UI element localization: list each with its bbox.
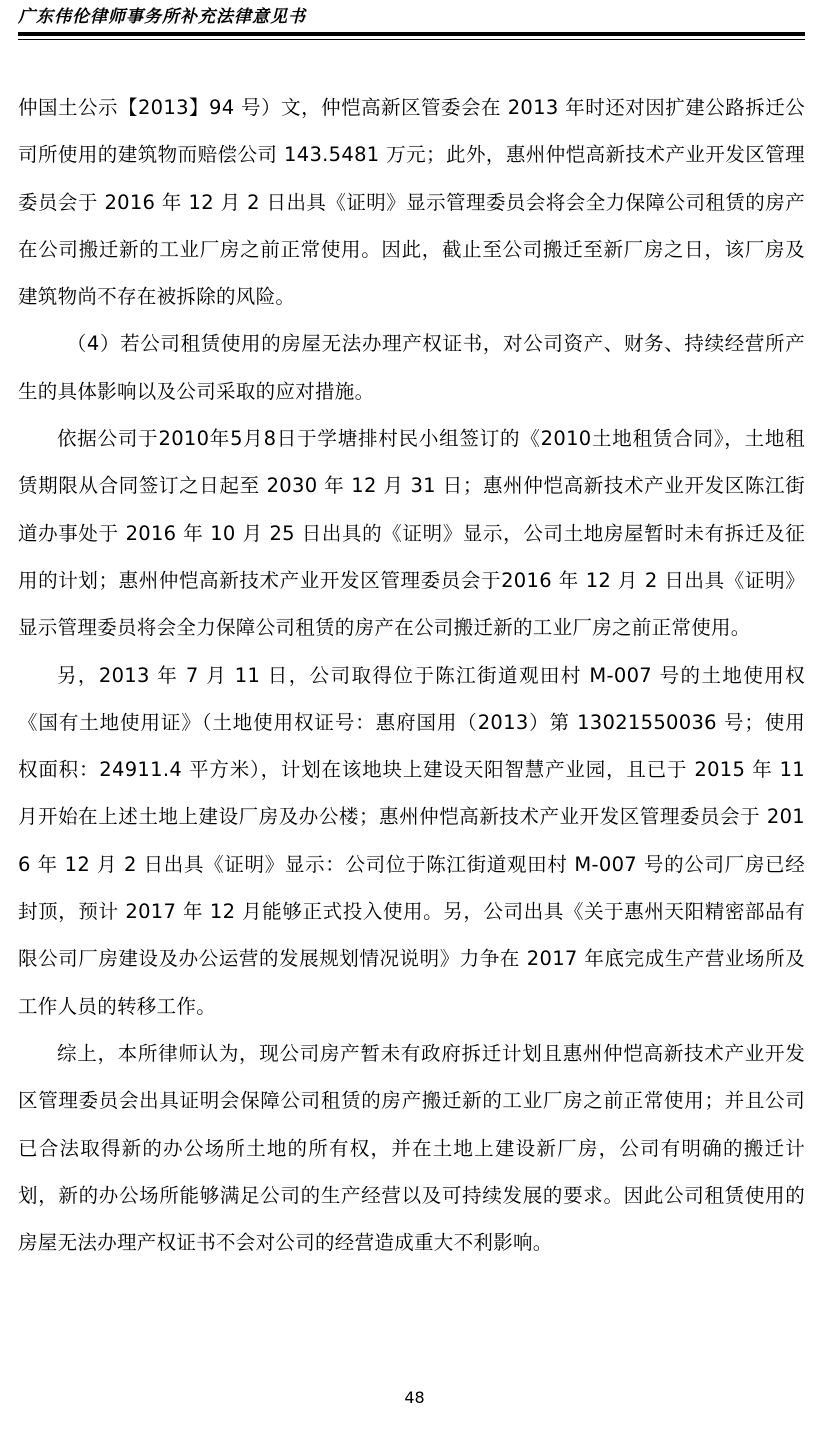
paragraph-conclusion: 综上，本所律师认为，现公司房产暂未有政府拆迁计划且惠州仲恺高新技术产业开发区管理委员会出具证明会保障公司租赁的房产搬迁新的工业厂房之前正常使用；并且公司已合法取得新的办公场所土地的所有权，并在土地上建设新厂房，公司有明确的搬迁计划，新的办公场所能够满足公司的生产经营以及可持续发展的要求。因此公司租赁使用的房屋无法办理产权证书不会对公司的经营造成重大不利影响。 [18, 1041, 805, 1255]
header-rule-thin [18, 39, 805, 40]
document-header-title: 广东伟伦律师事务所补充法律意见书 [18, 7, 306, 27]
document-body [18, 84, 805, 1266]
paragraph-lease-basis: 依据公司于2010年5月8日于学塘排村民小组签订的《2010土地租赁合同》，土地租赁期限从合同签订之日起至 2030 年 12 月 31 日；惠州仲恺高新技术产业开发区陈江街道办事处于 2016 年 10 月 25 日出具的《证明》显示，公司土地房屋暂时未有拆迁及征用的计划；惠州仲恺高新技术产业开发区管理委员会于2016 年 12 月 2 日出具《证明》显示管理委员将会全力保障公司租赁的房产在公司搬迁新的工业厂房之前正常使用。 [18, 427, 805, 640]
page-number: 48 [404, 1388, 425, 1407]
paragraph-land-use-right: 另，2013 年 7 月 11 日，公司取得位于陈江街道观田村 M-007 号的土地使用权《国有土地使用证》（土地使用权证号：惠府国用（2013）第 13021550036 号；使用权面积：24911.4 平方米），计划在该地块上建设天阳智慧产业园，且已于 2015 年 11 月开始在上述土地上建设厂房及办公楼；惠州仲恺高新技术产业开发区管理委员会于 2016 年 12 月 2 日出具《证明》显示：公司位于陈江街道观田村 M-007 号的公司厂房已经封顶，预计 2017 年 12 月能够正式投入使用。另，公司出具《关于惠州天阳精密部品有限公司厂房建设及办公运营的发展规划情况说明》力争在 2017 年底完成生产营业场所及工作人员的转移工作。 [18, 663, 805, 1018]
paragraph-question-4: （4）若公司租赁使用的房屋无法办理产权证书，对公司资产、财务、持续经营所产生的具体影响以及公司采取的应对措施。 [18, 332, 805, 403]
header-rule-thick [18, 32, 805, 36]
paragraph-continuation: 仲国土公示【2013】94 号）文，仲恺高新区管委会在 2013 年时还对因扩建公路拆迁公司所使用的建筑物而赔偿公司 143.5481 万元；此外，惠州仲恺高新技术产业开发区管理委员会于 2016 年 12 月 2 日出具《证明》显示管理委员会将会全力保障公司租赁的房产在公司搬迁新的工业厂房之前正常使用。因此，截止至公司搬迁至新厂房之日，该厂房及建筑物尚不存在被拆除的风险。 [18, 96, 805, 309]
